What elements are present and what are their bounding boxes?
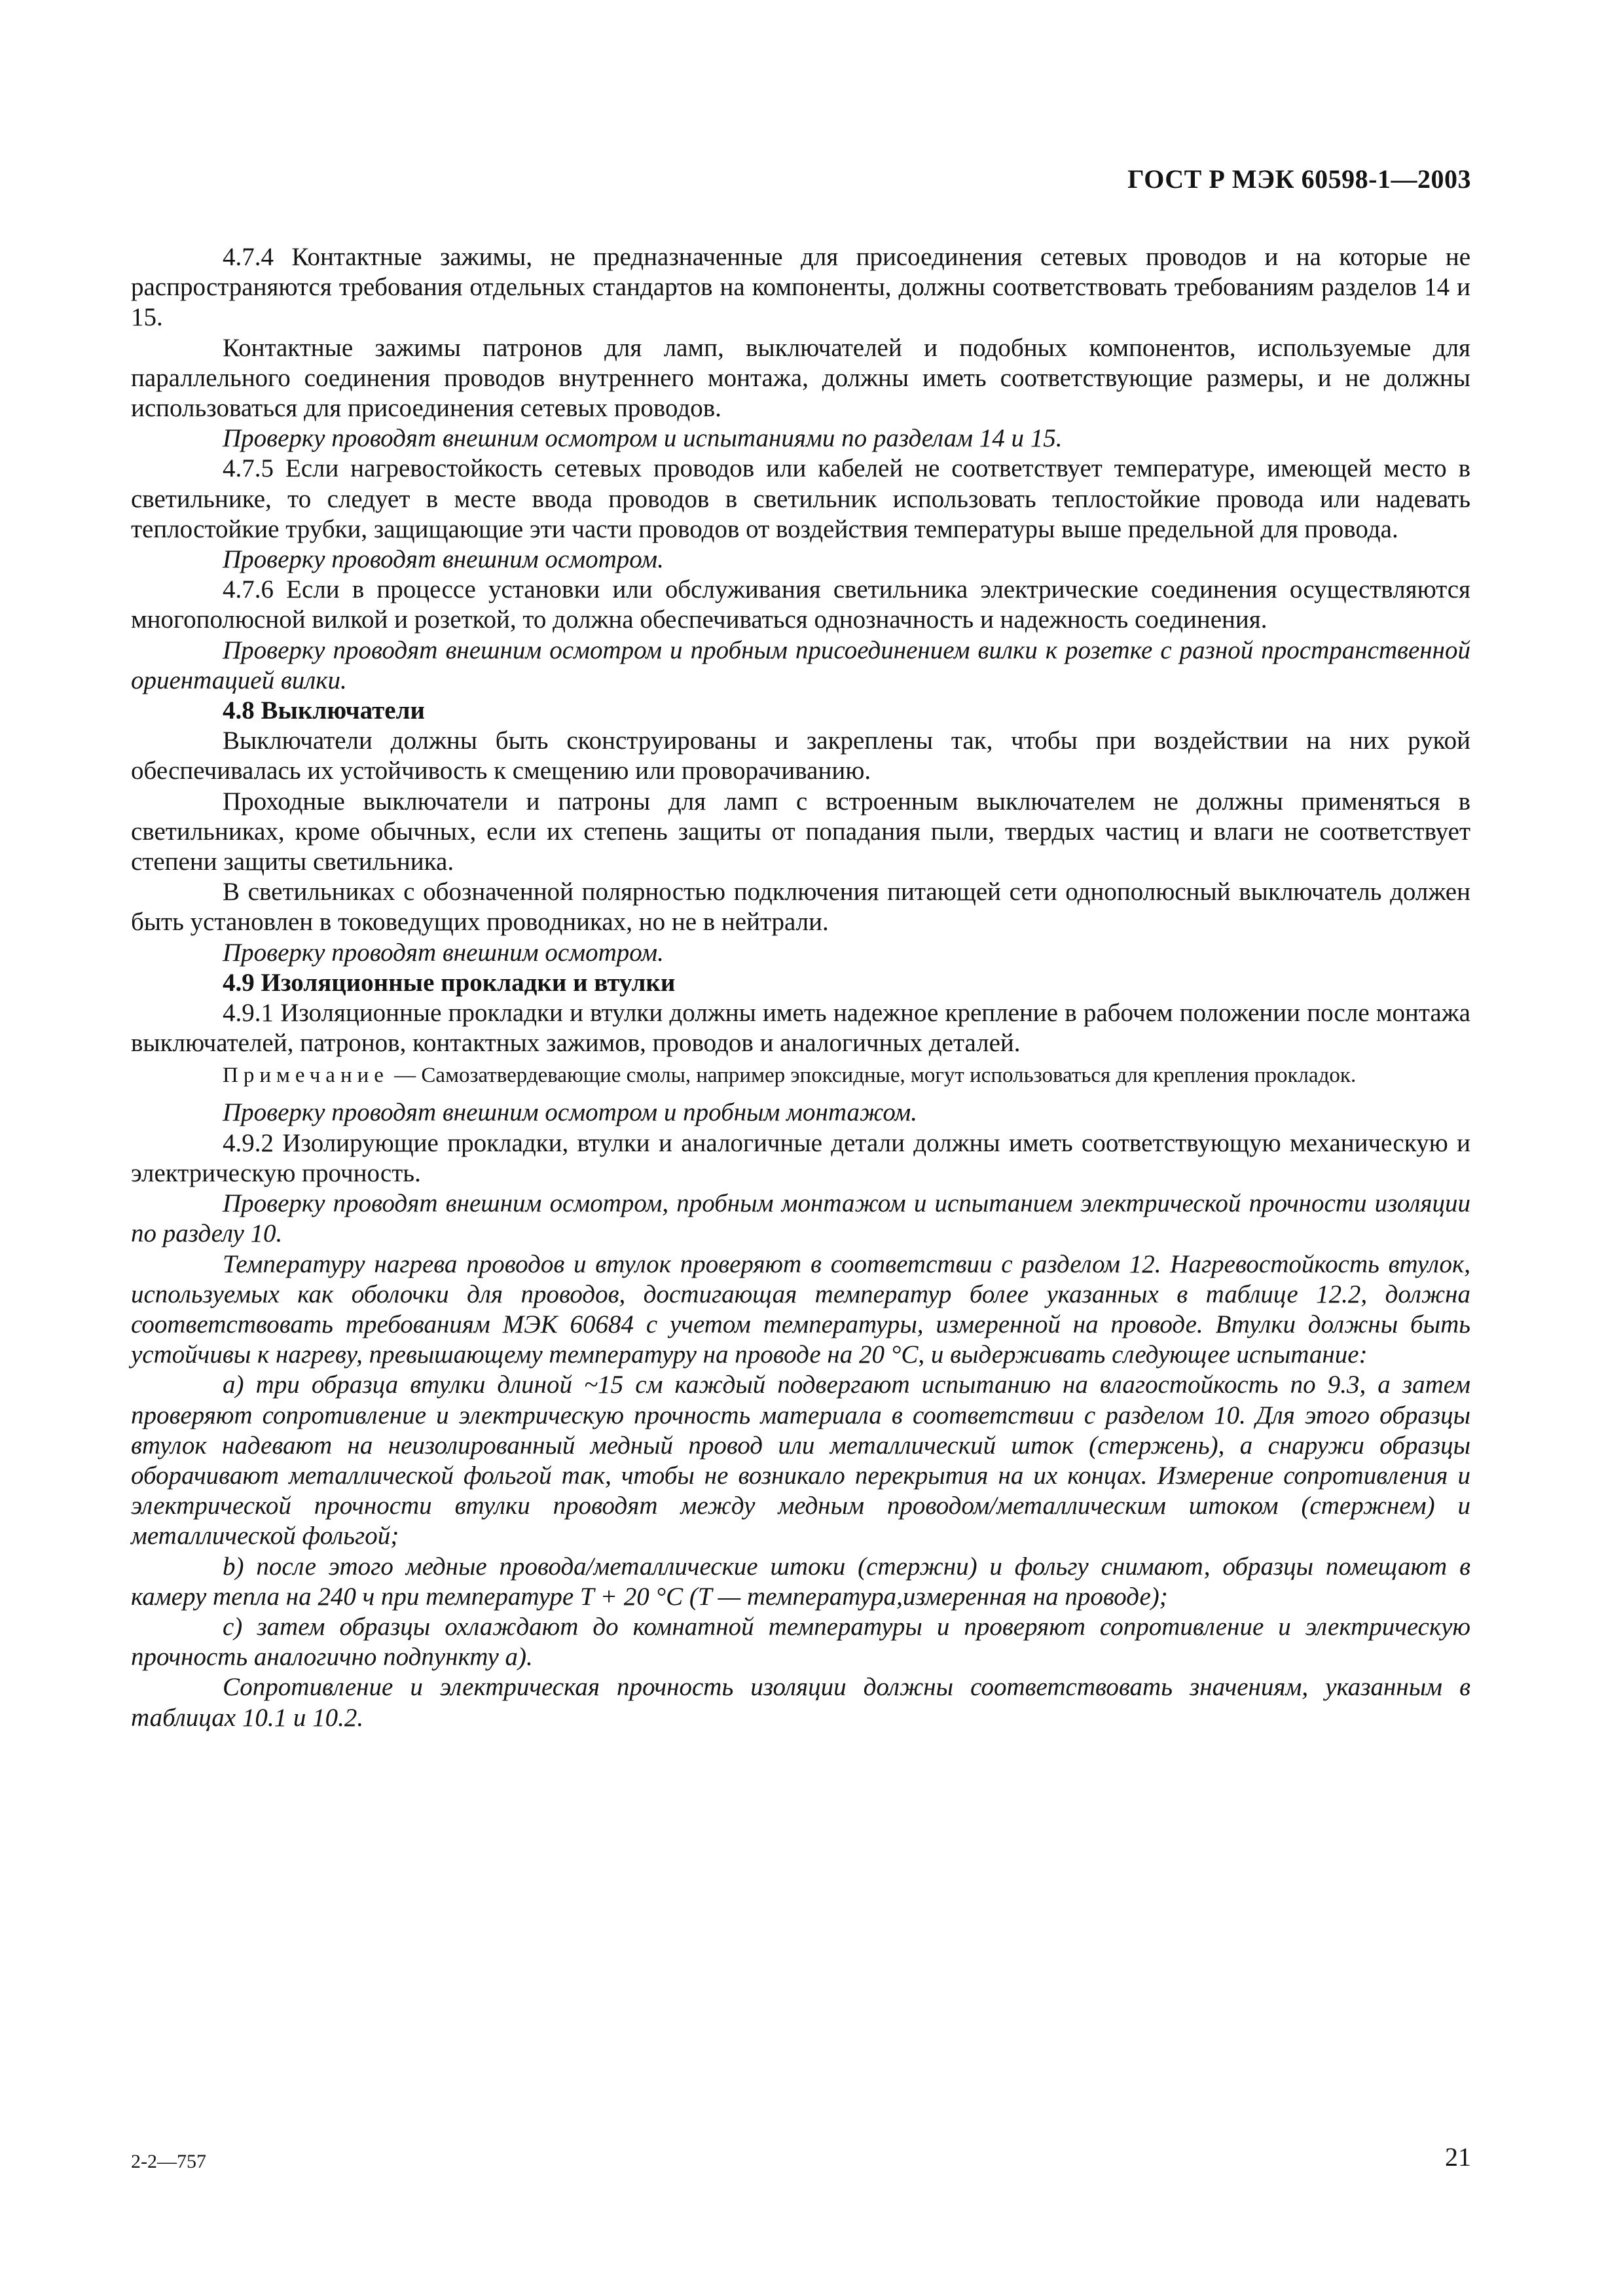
check-note: Проверку проводят внешним осмотром, пробным монтажом и испытанием электрической прочности изоляции по разделу 10. [131,1189,1470,1248]
para-4-7-5: 4.7.5 Если нагревостойкость сетевых проводов или кабелей не соответствует температуре, имеющей место в светильнике, то следует в месте ввода проводов в светильник использовать теплостойкие провода или надевать теплостойкие трубки, защищающие эти части проводов от воздействия температуры выше предельной для провода. [131,454,1470,543]
para-4-9-2: 4.9.2 Изолирующие прокладки, втулки и аналогичные детали должны иметь соответствующую механическую и электрическую прочность. [131,1128,1470,1187]
para-terminals-lampholders: Контактные зажимы патронов для ламп, выключателей и подобных компонентов, используемые для параллельного соединения проводов внутреннего монтажа, должны иметь соответствующие размеры, и не должны использоваться для присоединения сетевых проводов. [131,333,1470,423]
check-note: Проверку проводят внешним осмотром и испытаниями по разделам 14 и 15. [223,424,1063,453]
section-heading-4-8: 4.8 Выключатели [223,696,425,725]
note-label: Примечание [223,1064,389,1088]
para-4-7-4: 4.7.4 Контактные зажимы, не предназначенные для присоединения сетевых проводов и на которые не распространяются требования отдельных стандартов на компоненты, должны соответствовать требованиям разделов 14 и 15. [131,243,1470,332]
note-paragraph [131,1062,1470,1088]
check-note: Проверку проводят внешним осмотром и пробным монтажом. [223,1098,917,1127]
para-through-switches: Проходные выключатели и патроны для ламп с встроенным выключателем не должны применяться в светильниках, кроме обычных, если их степень защиты от попадания пыли, твердых частиц и влаги не соответствует степени защиты светильника. [131,787,1470,876]
list-item-a: а) три образца втулки длиной ~15 см каждый подвергают испытанию на влагостойкость по 9.3, а затем проверяют сопротивление и электрическую прочность материала в соответствии с разделом 10. Для этого образцы втулок надевают на неизолированный медный провод или металлический шток (стержень), а снаружи образцы оборачивают металлической фольгой так, чтобы не возникало перекрытия на их концах. Измерение сопротивления и электрической прочности втулки проводят между медным проводом/металлическим штоком (стержнем) и металлической фольгой; [131,1371,1470,1551]
check-note: Проверку проводят внешним осмотром. [223,545,664,574]
note-text: — Самозатвердевающие смолы, например эпоксидные, могут использоваться для крепления прокладок. [388,1064,1357,1088]
para-switches: Выключатели должны быть сконструированы и закреплены так, чтобы при воздействии на них рукой обеспечивалась их устойчивость к смещению или проворачиванию. [131,726,1470,785]
para-4-9-1: 4.9.1 Изоляционные прокладки и втулки должны иметь надежное крепление в рабочем положении после монтажа выключателей, патронов, контактных зажимов, проводов и аналогичных деталей. [131,999,1470,1058]
list-item-c: с) затем образцы охлаждают до комнатной температуры и проверяют сопротивление и электрическую прочность аналогично подпункту а). [131,1612,1470,1672]
section-heading-4-9: 4.9 Изоляционные прокладки и втулки [223,968,676,997]
para-resistance-requirements: Сопротивление и электрическая прочность изоляции должны соответствовать значениям, указанным в таблицах 10.1 и 10.2. [131,1673,1470,1732]
page-number: 21 [1445,2142,1471,2172]
footer-print-code: 2-2—757 [131,2151,206,2172]
para-polarity: В светильниках с обозначенной полярностью подключения питающей сети однополюсный выключатель должен быть установлен в токоведущих проводниках, но не в нейтрали. [131,878,1470,937]
para-4-7-6: 4.7.6 Если в процессе установки или обслуживания светильника электрические соединения осуществляются многополюсной вилкой и розеткой, то должна обеспечиваться однозначность и надежность соединения. [131,575,1470,634]
list-item-b: b) после этого медные провода/металлические штоки (стержни) и фольгу снимают, образцы помещают в камеру тепла на 240 ч при температуре T + 20 °С (T — температура,измеренная на проводе); [131,1552,1470,1611]
para-temperature-check: Температуру нагрева проводов и втулок проверяют в соответствии с разделом 12. Нагревостойкость втулок, используемых как оболочки для проводов, достигающая температур более указанных в таблице 12.2, должна соответствовать требованиям МЭК 60684 с учетом температуры, измеренной на проводе. Втулки должны быть устойчивы к нагреву, превышающему температуру на проводе на 20 °С, и выдерживать следующее испытание: [131,1249,1470,1369]
document-header: ГОСТ Р МЭК 60598-1—2003 [1127,164,1471,194]
check-note: Проверку проводят внешним осмотром и пробным присоединением вилки к розетке с разной пространственной ориентацией вилки. [131,636,1470,694]
check-note: Проверку проводят внешним осмотром. [223,938,664,967]
body-text [131,242,1470,1733]
